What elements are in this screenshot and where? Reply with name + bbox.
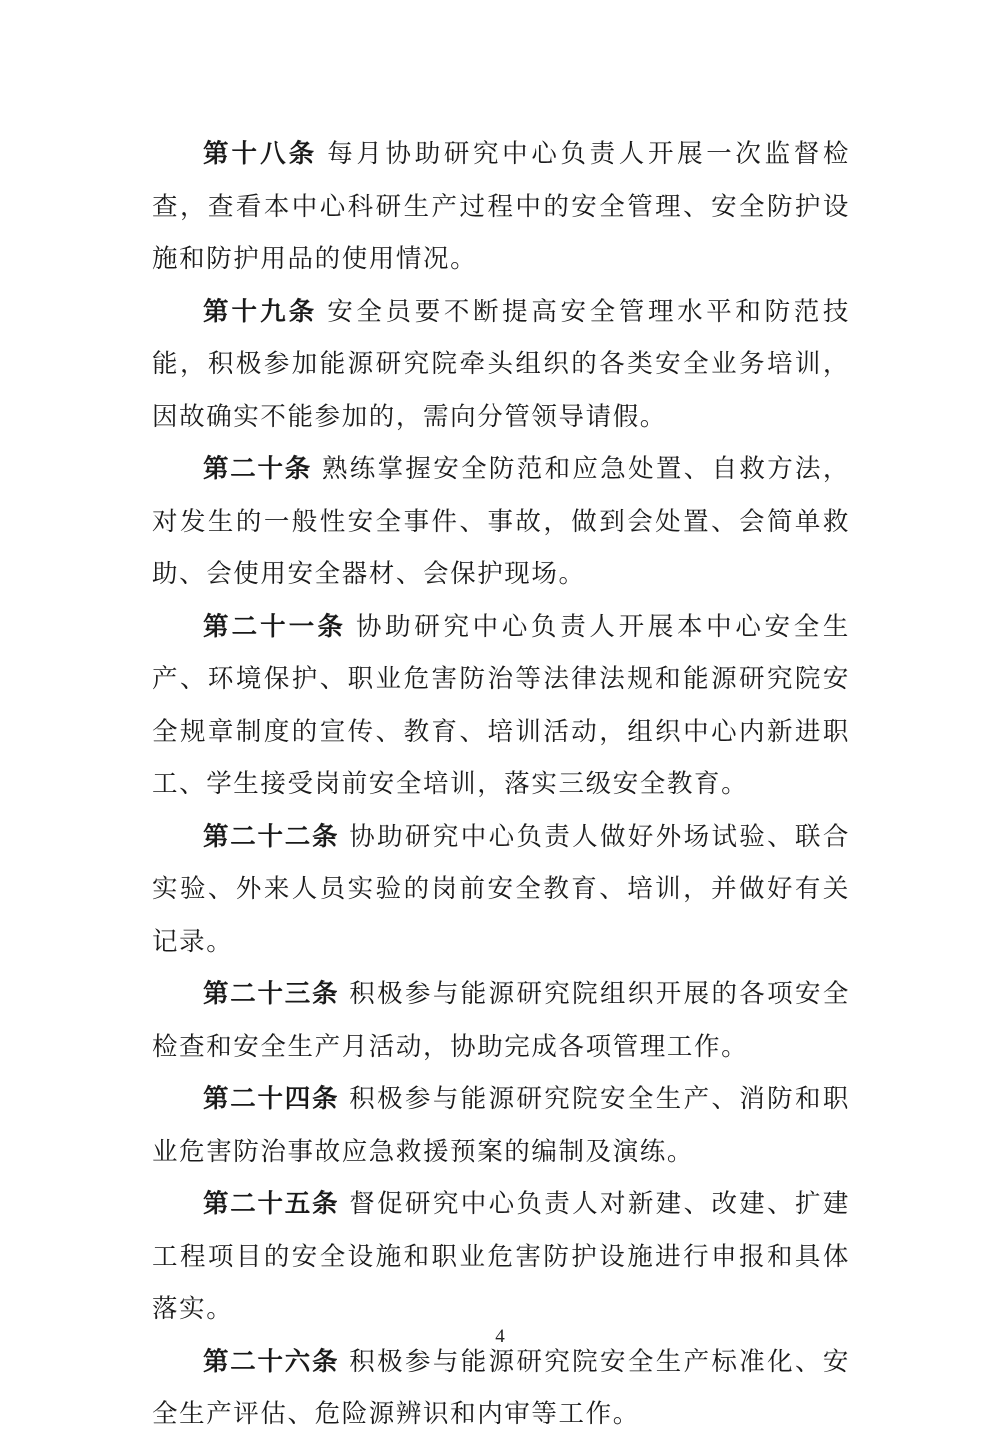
article-number: 第二十条 [203, 454, 312, 484]
article-20 [152, 443, 850, 601]
article-text: 熟练掌握安全防范和应急处置、自救方法，对发生的一般性安全事件、事故，做到会处置、会简单救助、会使用安全器材、会保护现场。 [152, 454, 850, 589]
article-text: 积极参与能源研究院安全生产、消防和职业危害防治事故应急救援预案的编制及演练。 [152, 1084, 850, 1167]
article-22 [152, 811, 850, 969]
article-number: 第二十四条 [203, 1084, 340, 1114]
article-text: 协助研究中心负责人做好外场试验、联合实验、外来人员实验的岗前安全教育、培训，并做好有关记录。 [152, 821, 850, 957]
article-25 [152, 1178, 850, 1336]
article-number: 第十九条 [203, 296, 318, 327]
article-text: 积极参与能源研究院组织开展的各项安全检查和安全生产月活动，协助完成各项管理工作。 [152, 979, 850, 1062]
article-24 [152, 1073, 850, 1178]
article-text: 督促研究中心负责人对新建、改建、扩建工程项目的安全设施和职业危害防护设施进行申报和具体落实。 [152, 1189, 850, 1324]
article-text: 协助研究中心负责人开展本中心安全生产、环境保护、职业危害防治等法律法规和能源研究院安全规章制度的宣传、教育、培训活动，组织中心内新进职工、学生接受岗前安全培训，落实三级安全教育。 [152, 611, 850, 799]
article-26 [152, 1336, 850, 1441]
article-21 [152, 601, 850, 811]
document-body [152, 128, 850, 1441]
article-18 [152, 128, 850, 286]
article-number: 第二十五条 [203, 1189, 340, 1219]
article-text: 积极参与能源研究院安全生产标准化、安全生产评估、危险源辨识和内审等工作。 [152, 1346, 850, 1429]
article-19 [152, 286, 850, 444]
article-text: 安全员要不断提高安全管理水平和防范技能，积极参加能源研究院牵头组织的各类安全业务培训，因故确实不能参加的，需向分管领导请假。 [152, 296, 850, 432]
article-number: 第二十六条 [203, 1346, 340, 1377]
page-number: 4 [495, 1326, 505, 1347]
article-text: 每月协助研究中心负责人开展一次监督检查，查看本中心科研生产过程中的安全管理、安全防护设施和防护用品的使用情况。 [152, 139, 850, 274]
article-number: 第十八条 [203, 139, 318, 169]
article-number: 第二十二条 [203, 821, 340, 852]
article-number: 第二十三条 [203, 979, 340, 1009]
article-number: 第二十一条 [203, 611, 346, 642]
article-23 [152, 968, 850, 1073]
